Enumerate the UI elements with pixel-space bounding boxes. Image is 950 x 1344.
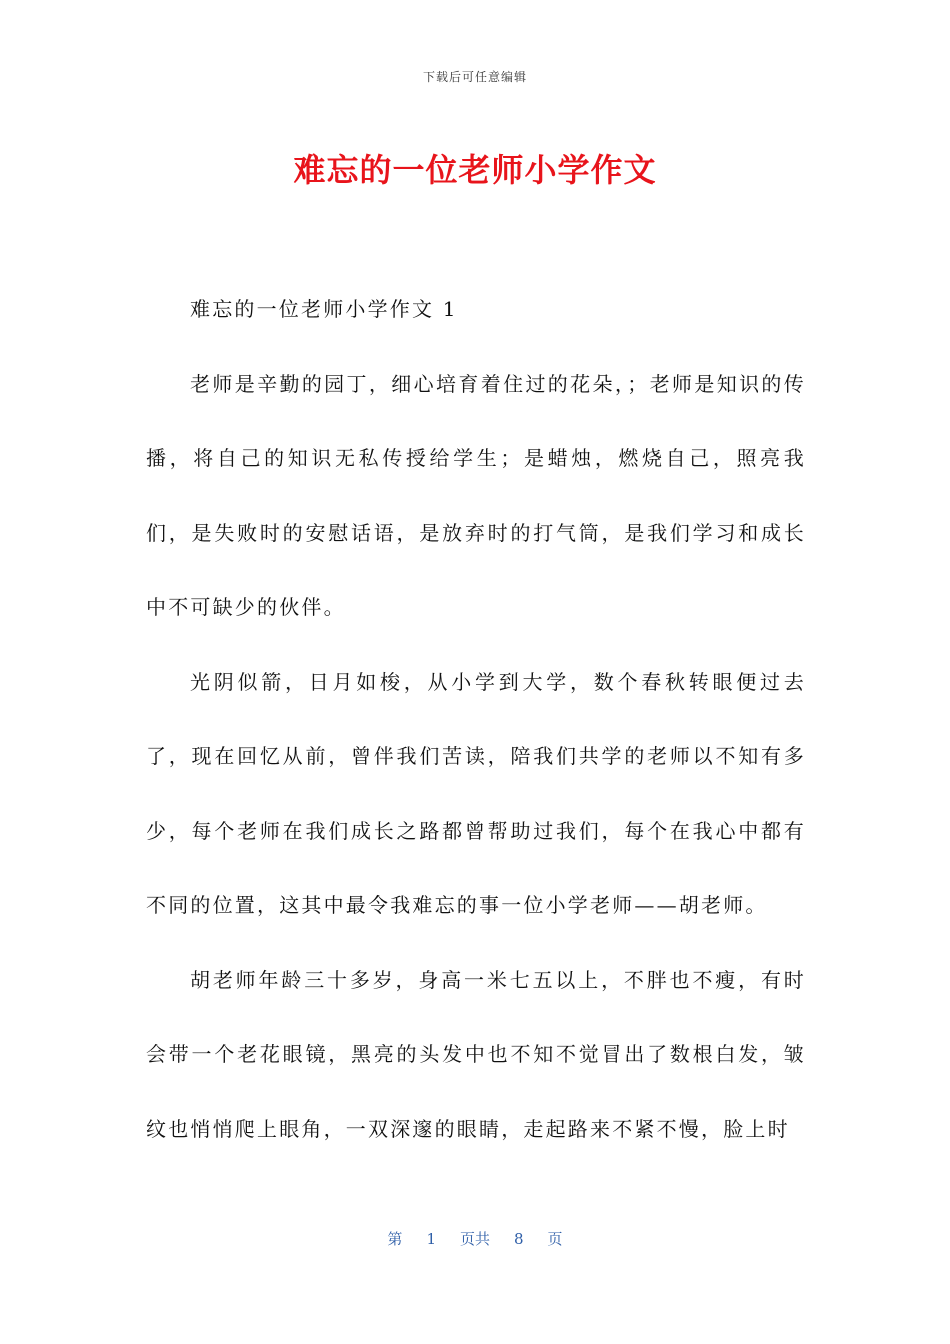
paragraph: 老师是辛勤的园丁，细心培育着住过的花朵，；老师是知识的传播，将自己的知识无私传授给学生；是蜡烛，燃烧自己，照亮我们，是失败时的安慰话语，是放弃时的打气筒，是我们学习和成长中不可缺少的伙伴。	[146, 371, 806, 619]
total-pages: 8	[514, 1230, 524, 1248]
page-label: 第	[387, 1230, 403, 1248]
section-heading: 难忘的一位老师小学作文 1	[190, 297, 458, 321]
header-note: 下载后可任意编辑	[422, 70, 527, 84]
document-body	[146, 272, 806, 1166]
page-suffix: 页	[547, 1230, 563, 1248]
paragraph: 光阴似箭，日月如梭，从小学到大学，数个春秋转眼便过去了，现在回忆从前，曾伴我们苦读，陪我们共学的老师以不知有多少，每个老师在我们成长之路都曾帮助过我们，每个在我心中都有不同的位置，这其中最令我难忘的事一位小学老师——胡老师。	[146, 669, 806, 917]
paragraph: 胡老师年龄三十多岁，身高一米七五以上，不胖也不瘦，有时会带一个老花眼镜，黑亮的头发中也不知不觉冒出了数根白发，皱纹也悄悄爬上眼角，一双深邃的眼睛，走起路来不紧不慢，脸上时	[146, 967, 806, 1141]
document-title: 难忘的一位老师小学作文	[293, 151, 657, 189]
page-number: 1	[426, 1230, 436, 1248]
total-label: 页共	[459, 1230, 490, 1248]
page-footer	[0, 1228, 950, 1249]
